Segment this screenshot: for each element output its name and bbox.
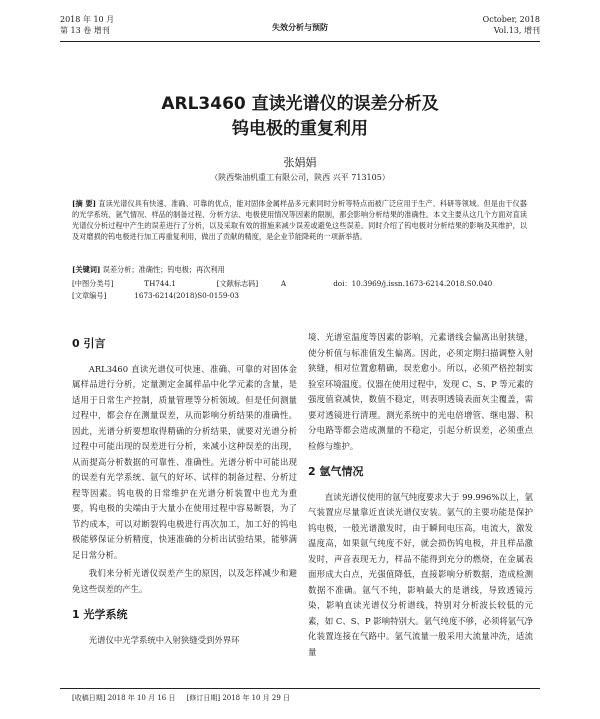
header-date-cn: 2018 年 10 月 <box>60 15 115 24</box>
journal-name: 失效分析与预防 <box>272 22 328 32</box>
keywords-text: 误差分析；准确性；钨电极；再次利用 <box>102 265 225 274</box>
right-column <box>308 330 533 663</box>
doc-code-label: [文献标志码] <box>216 279 259 288</box>
intro-paragraph-2: 我们来分析光谱仪误差产生的原因，以及怎样减少和避免这些误差的产生。 <box>72 568 297 594</box>
section-heading-argon: 2 氩气情况 <box>308 465 364 478</box>
abstract-text: 直读光谱仪具有快速、准确、可靠的优点，能对固体金属样品多元素同时分析等特点而被广泛应用于生产、科研等领域。但是由于仪器的光学系统、氩气情况、样品的制备过程、分析方法、电极使用情况等因素的限制，都会影响分析结果的准确性。本文主要从这几个方面对直读光谱仪分析过程中产生的误差进行了分析，以及采取有效的措施来减少误差或避免这些误差。同时介绍了钨电极对分析结果的影响及其维护，以及对磨损的钨电极进行加工再重复利用，做出了贡献的精度，是企业节能降耗的一项新举措。 <box>72 199 527 241</box>
header-right <box>483 14 540 36</box>
abstract-label: [摘 要] <box>72 199 96 208</box>
running-header <box>0 0 600 44</box>
received-label: [收稿日期] <box>72 694 106 702</box>
footer-divider <box>60 688 540 689</box>
article-metadata <box>72 278 532 302</box>
article-number-label: [文章编号] <box>72 291 107 300</box>
clc-number: TH744.1 <box>144 279 176 288</box>
optics-paragraph-1: 光谱仪中光学系统中入射狭缝受到外界环 <box>88 634 240 645</box>
footer-dates <box>72 693 290 703</box>
received-date: 2018 年 10 月 16 日 <box>107 694 176 702</box>
header-divider <box>60 41 540 42</box>
header-volume-cn: 第 13 卷 增刊 <box>60 26 110 35</box>
revised-date: 2018 年 10 月 29 日 <box>222 694 291 702</box>
doc-code: A <box>280 279 287 288</box>
keywords-label: [关键词] <box>72 265 101 274</box>
paper-title <box>0 92 600 142</box>
doi: doi：10.3969/j.issn.1673-6214.2018.S0.040 <box>333 279 493 288</box>
header-date-en: October, 2018 <box>482 15 540 24</box>
intro-paragraph-1: ARL3460 直读光谱仪可快速、准确、可靠的对固体金属样品进行分析，定量测定金属样品中化学元素的含量，是适用于日常生产控制，质量管理等分析领域。但是任何测量过程中，都会存在测量误差，从而影响分析结果的准确性。因此，光谱分析要想取得精确的分析结果，就要对光谱分析过程中可能出现的误差进行分析，来减小这种误差的出现，从而提高分析数据的可靠性、准确性。光谱分析中可能出现的误差有光学系统、氩气的好坏、试样的制备过程、分析过程等因素。钨电极的日常维护在光谱分析装置中也尤为重要，钨电极的尖端由于大量小在使用过程中容易断裂，为了节约成本，可以对断裂钨电极进行再次加工，加工好的钨电极能够保证分析精度，快速准确的分析出试验结果，能够满足日常分析。 <box>72 363 297 560</box>
abstract <box>72 198 527 242</box>
optics-paragraph-continued: 境、光谱室温度等因素的影响，元素谱线会偏离出射狭缝，使分析值与标准值发生偏离。因此，必须定期扫描调整入射狭缝，相对位置愈精确，误差愈小。所以，必须严格控制实验室环境温度。仪器在使用过程中，发现 C、S、P 等元素的强度值衰减快，数值不稳定，则表明透镜表面灰尘覆盖，需要对透镜进行清理。测光系统中的光电倍增管、继电器、积分电路等都会造成测量的不稳定，引起分析误差，必须重点检修与维护。 <box>308 332 533 451</box>
left-column <box>72 330 297 651</box>
revised-label: [修订日期] <box>186 694 221 702</box>
author-affiliation: （陕西柴油机重工有限公司，陕西 兴平 713105） <box>210 173 390 182</box>
author-name: 张娟娟 <box>283 156 317 169</box>
header-volume-en: Vol.13, 增刊 <box>493 26 540 35</box>
section-heading-optics: 1 光学系统 <box>72 608 128 621</box>
title-line-2: 钨电极的重复利用 <box>232 119 368 139</box>
article-number: 1673-6214(2018)S0-0159-03 <box>134 291 239 300</box>
argon-paragraph-1: 直读光谱仪使用的氩气纯度要求大于 99.996%以上，氩气装置应尽量靠近直读光谱仪安装。氩气的主要功能是保护钨电极，一般光谱激发时，由于瞬间电压高，电流大，激发温度高，如果氩气纯度不好，就会损伤钨电极，并且样品激发时，声音表现无力，样品不能得到充分的燃烧，在金属表面形成大白点，光强值降低，直接影响分析数据，造成检测数据不准确。氩气不纯，影响最大的是谱线，导致透镜污染，影响直读光谱仪分析谱线，特别对分析波长较低的元素，如 C、S、P 影响特别大。氩气纯度不够，必须将氩气净化装置连接在气路中。氩气流量一般采用大流量冲洗，适流量 <box>308 491 533 657</box>
keywords <box>72 265 225 275</box>
title-line-1: ARL3460 直读光谱仪的误差分析及 <box>161 94 439 114</box>
clc-label: [中图分类号] <box>72 279 114 288</box>
section-heading-intro: 0 引言 <box>72 337 106 350</box>
